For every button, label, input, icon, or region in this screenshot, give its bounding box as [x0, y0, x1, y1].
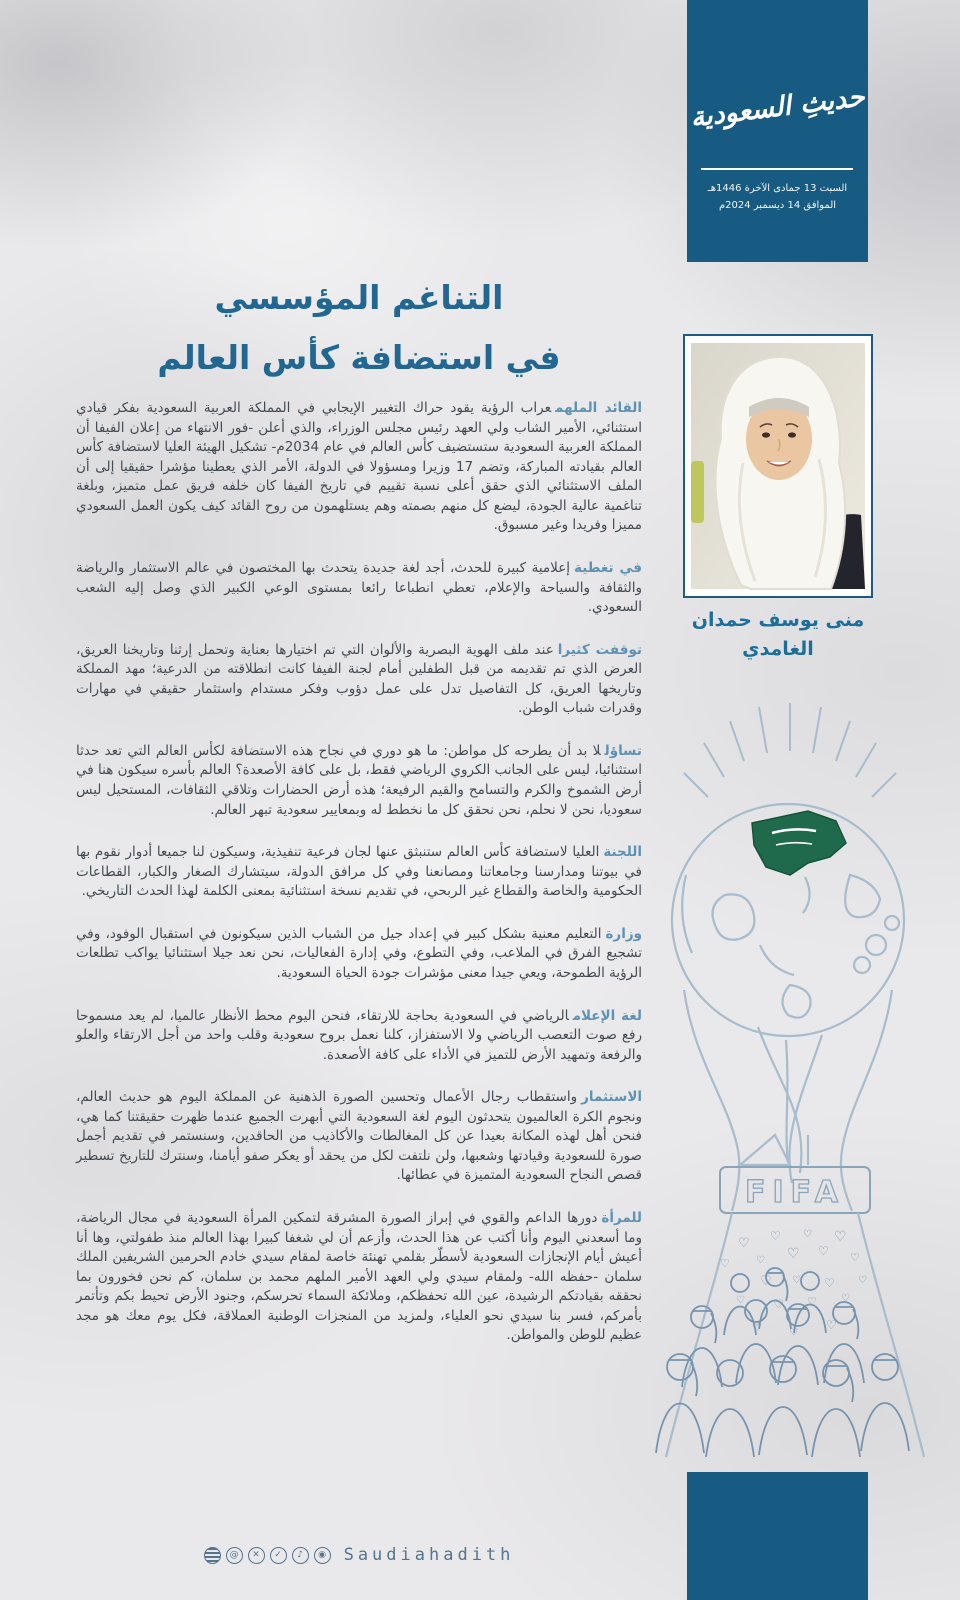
threads-icon[interactable]: @	[226, 1547, 243, 1564]
svg-text:♡: ♡	[760, 1274, 772, 1289]
paragraph-text: إعلامية كبيرة للحدث، أجد لغة جديدة يتحدث بها المختصون في عالم الاستثمار والرياضة والثقافة والسياحة والإعلام، تعطي انطباعا رائعا بمستوى الوعي الكبير الذي وصل إليه الشعب السعودي.	[76, 559, 642, 616]
svg-text:♡: ♡	[803, 1229, 812, 1240]
svg-text:♡: ♡	[824, 1276, 835, 1290]
rays	[684, 703, 896, 797]
svg-text:♡: ♡	[792, 1275, 801, 1286]
hearts	[720, 1229, 867, 1338]
masthead-dates	[687, 180, 868, 214]
paragraph-text: التعليم معنية بشكل كبير في إعداد جيل من الشباب الذين سيكونون في استقبال الوفود، وفي تشجيع الفرق في الملاعب، وفي التطوع، وفي إدارة الفعاليات، نحن نعد جيلا استثنائيا يواكب تطلعات الرؤية الطموحة، ويعي جيدا معنى مؤشرات جودة الحياة السعودية.	[76, 925, 642, 981]
masthead-divider	[701, 168, 853, 170]
paragraph	[76, 925, 642, 984]
svg-text:♡: ♡	[789, 1327, 798, 1338]
paragraph	[76, 1088, 642, 1186]
snapchat-icon[interactable]: ✓	[270, 1547, 287, 1564]
fifa-plaque	[720, 1167, 870, 1213]
paragraph	[76, 1209, 642, 1346]
svg-text:♡: ♡	[787, 1246, 800, 1262]
footer-social-bar	[76, 1538, 642, 1572]
date-hijri: السبت 13 جمادى الآخرة 1446هـ	[707, 183, 848, 194]
author-photo-frame	[683, 334, 873, 598]
paragraph-lead: اللجنة	[603, 844, 642, 861]
paragraph	[76, 742, 642, 820]
social-handle: Saudiahadith	[343, 1545, 515, 1565]
paragraph-lead: القائد الملهم	[555, 400, 642, 416]
world-cup-trophy-illustration	[640, 695, 950, 1465]
svg-text:♡: ♡	[858, 1275, 867, 1286]
author-name-line-1: منى يوسف حمدان	[691, 609, 865, 631]
author-photo	[691, 342, 865, 590]
paragraph-text: واستقطاب رجال الأعمال وتحسين الصورة الذهنية عن المملكة اليوم هو حديث العالم، ونجوم الكرة العالميون يتحدثون اليوم لغة السعودية التي أبهرت الجميع عندما ظهرت حقيقتنا كما هي، فنحن أهل لهذه المكانة بعيدا عن كل المغالطات والأكاذيب من الحاقدين، وسنستمر في تقديم أجمل صورة للسعودية وقيادتها وشعبها، ولن نلتفت لكل من يحقد أو يعكر صفو أيامنا، وسنترك للتاريخ تسطير قصص النجاح السعودية المتميزة في عطائها.	[76, 1089, 642, 1184]
svg-text:♡: ♡	[826, 1318, 837, 1332]
x-icon[interactable]: ✕	[248, 1547, 265, 1564]
paragraph-text: لا بد أن يطرحه كل مواطن: ما هو دوري في نجاح هذه الاستضافة لكأس العالم التي تعد حدثا استثنائيا، ليس على الجانب الكروي الرياضي فقط، بل على كافة الأصعدة؟ العالم بأسره سيكون هنا في أرض الشموخ والكرم والتسامح والقيم الرفيعة؛ هذه أرض الحضارات وتلاقي الثقافات، المستحيل ليس سعوديا، نحن لا نحلم، نحن نحقق كل ما نخطط له وبمعايير سعودية تبهر العالم.	[76, 742, 642, 818]
svg-text:♡: ♡	[770, 1229, 781, 1243]
svg-text:♡: ♡	[738, 1236, 750, 1251]
author-name	[658, 606, 898, 665]
paragraph-lead: في تغطية	[574, 559, 642, 576]
saudi-map	[752, 811, 846, 875]
paragraph-text: عند ملف الهوية البصرية والألوان التي تم اختيارها بعناية وتحمل إرثنا وتاريخنا العريق، العرض الذي تم تقديمه من قبل الطفلين أمام لجنة الفيفا كانت انطلاقته من الدرعية؛ مهد المملكة وتاريخها العريق، كل التفاصيل تدل على عمل دؤوب وفكر مستدام واستثمار حقيقي في مهارات وقدرات شباب الوطن.	[76, 641, 642, 717]
svg-text:♡: ♡	[756, 1255, 765, 1266]
svg-text:♡: ♡	[807, 1295, 817, 1308]
paragraph-text: عراب الرؤية يقود حراك التغيير الإيجابي في المملكة العربية السعودية بفكر قيادي استثنائي، الأمير الشاب ولي العهد رئيس مجلس الوزراء، والذي أعلن -فور الانتهاء من إعلان الفيفا أن المملكة العربية السعودية ستستضيف كأس العالم في عام 2034م- تشكيل الهيئة العليا لاستضافة كأس العالم بقيادته المباركة، وتضم 17 وزيرا ومسؤولا في الدولة، الأمر الذي يعطينا مؤشرا حقيقيا إلى أن الملف الاستثنائي الذي حقق أعلى نسبة تقييم في تاريخ الفيفا كان خلفه فريق عمل متميز، وبلغة تناغمية عالية الجودة، ليضع كل منهم بصمته وهم يستلهمون من روح القائد كيف يكون العمل السعودي مميزا وفريدا وغير مسبوق.	[76, 400, 642, 534]
paragraph-lead: الاستثمار	[581, 1089, 642, 1106]
photo-background-accent	[691, 461, 704, 523]
bottom-blue-bar	[687, 1472, 868, 1600]
paragraph-text: دورها الداعم والقوي في إبراز الصورة المشرقة لتمكين المرأة السعودية في مجال الرياضة، وما أسعدني اليوم وأنا أكتب عن هذا الحدث، وأزعم أن لي شغفا كبيرا بهذا العالم منذ طفولتي، وها أنا أعيش أيام الإنجازات السعودية لأسطّر بقلمي تهنئة خاصة لمقام سيدي خادم الحرمين الشريفين الملك سلمان -حفظه الله- ولمقام سيدي ولي العهد الأمير الملهم محمد بن سلمان، كم نحن فخورون بما نحققه بقيادتكم الرشيدة، عين الله تحفظكم، وملائكة السماء تحرسكم، وجنود الأرض تحيط بكم وتأتمر بأمركم، فسر بنا سيدي نحو العلياء، ولمزيد من المنجزات الوطنية العملاقة، فكل يوم معك هو مجد عظيم للوطن والمواطن.	[76, 1210, 642, 1344]
globe-icon[interactable]	[204, 1547, 221, 1564]
svg-text:♡: ♡	[850, 1251, 860, 1264]
author-name-line-2: الغامدي	[742, 638, 814, 661]
paragraph-text: الرياضي في السعودية بحاجة للارتقاء، فنحن اليوم محط الأنظار عالميا، لم يعد مسموحا رفع صوت التعصب الرياضي ولا الاستفزاز، كلنا نعمل بروح سعودية وقلب واحد من أجل الارتقاء والعلو والرفعة وتمهيد الأرض للتميز في الأداء على كافة الأصعدة.	[76, 1007, 642, 1063]
paragraph-lead: لغة الإعلام	[572, 1007, 642, 1024]
masthead-banner	[687, 0, 868, 262]
tiktok-icon[interactable]: ♪	[292, 1547, 309, 1564]
svg-text:♡: ♡	[834, 1229, 847, 1245]
paragraph	[76, 559, 642, 618]
svg-text:♡: ♡	[720, 1257, 730, 1270]
svg-text:♡: ♡	[752, 1321, 762, 1334]
paragraph-lead: توقفت كثيرا	[557, 641, 642, 658]
eye	[762, 432, 770, 437]
date-gregorian: الموافق 14 ديسمبر 2024م	[718, 200, 837, 211]
paragraph-lead: تساؤل	[604, 742, 642, 759]
paragraph	[76, 641, 642, 719]
instagram-icon[interactable]: ◉	[314, 1547, 331, 1564]
paragraph-lead: للمرأة	[601, 1210, 642, 1226]
publication-logo: حديثِ السعودية	[688, 81, 867, 134]
title-line-2: في استضافة كأس العالم	[157, 338, 561, 378]
eye	[788, 432, 796, 437]
svg-text:♡: ♡	[818, 1244, 829, 1258]
article-title	[76, 268, 642, 388]
paragraph	[76, 399, 642, 536]
svg-text:♡: ♡	[736, 1295, 745, 1306]
paragraph-lead: وزارة	[605, 925, 642, 942]
svg-text:♡: ♡	[773, 1297, 784, 1311]
svg-text:♡: ♡	[841, 1293, 850, 1304]
fifa-label: FIFA	[745, 1175, 845, 1210]
paragraph	[76, 1007, 642, 1066]
article-body	[76, 399, 642, 1369]
paragraph-text: العليا لاستضافة كأس العالم ستنبثق عنها لجان فرعية تنفيذية، وسيكون لنا جميعا أدوار نقوم بها في بيوتنا ومدارسنا وجامعاتنا ومصانعنا وفي كل مرافق الدولة، سيتشارك الصغار والكبار، القطاعات الحكومية والخاصة والقطاع غير الربحي، في تقديم نسخة استثنائية بمعنى الكلمة لهذا الحدث التاريخي.	[76, 844, 642, 900]
paragraph	[76, 843, 642, 902]
title-line-1: التناغم المؤسسي	[214, 278, 504, 317]
